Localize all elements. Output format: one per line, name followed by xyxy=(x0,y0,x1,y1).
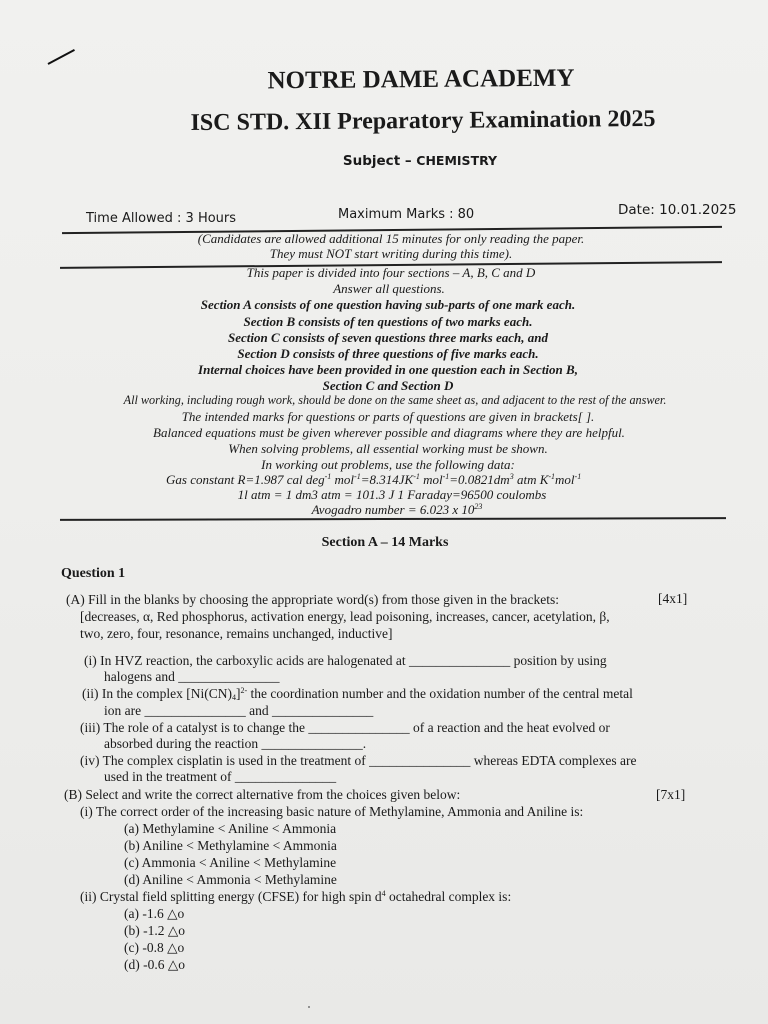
instruction-line: All working, including rough work, should be done on the same sheet as, and adjacent to the rest of the answer. xyxy=(123,393,667,407)
superscript: -1 xyxy=(413,472,420,481)
word-choices: [decreases, α, Red phosphorus, activation energy, lead poisoning, increases, cancer, acetylation, β, xyxy=(80,609,610,624)
blank-question-iii: (iii) The role of a catalyst is to change the _______________ of a reaction and the heat evolved or xyxy=(80,720,610,735)
superscript: 4 xyxy=(381,889,386,898)
gas-constant-text: =8.314JK xyxy=(360,472,414,487)
part-b-stem: (B) Select and write the correct alternative from the choices given below: xyxy=(64,787,461,802)
blank-question-iii-cont: absorbed during the reaction _______________. xyxy=(104,736,367,751)
mcq-option: (d) Aniline < Ammonia < Methylamine xyxy=(124,872,337,887)
section-divider xyxy=(60,517,726,520)
mcq-stem-text: (ii) Crystal field splitting energy (CFSE) for high spin d xyxy=(80,889,382,904)
instruction-line: Section A consists of one question having sub-parts of one mark each. xyxy=(200,297,576,312)
instruction-line: Balanced equations must be given wherever possible and diagrams where they are helpful. xyxy=(153,425,625,440)
exam-title: ISC STD. XII Preparatory Examination 2025 xyxy=(190,105,656,137)
part-a-marks: [4x1] xyxy=(658,591,688,606)
time-allowed: Time Allowed : 3 Hours xyxy=(86,211,237,226)
gas-constant-text: mol xyxy=(331,472,355,487)
part-a-stem: (A) Fill in the blanks by choosing the appropriate word(s) from those given in the brackets: xyxy=(66,592,560,607)
superscript: -1 xyxy=(548,472,556,481)
mcq-i-stem: (i) The correct order of the increasing basic nature of Methylamine, Ammonia and Aniline is: xyxy=(80,804,584,819)
subject-line xyxy=(0,153,768,169)
mcq-option: (a) -1.6 △o xyxy=(124,906,185,921)
word-choices-2: two, zero, four, resonance, remains unchanged, inductive] xyxy=(80,626,393,641)
blank-question-ii-cont: ion are _______________ and _______________ xyxy=(104,703,374,718)
instruction-line: Section D consists of three questions of five marks each. xyxy=(237,346,539,361)
gas-constant-text: mol xyxy=(555,472,575,487)
instruction-line: Section B consists of ten questions of two marks each. xyxy=(243,314,533,329)
school-name: NOTRE DAME ACADEMY xyxy=(267,64,575,95)
atm-line: 1l atm = 1 dm3 atm = 101.3 J 1 Faraday=96500 coulombs xyxy=(237,487,547,502)
gas-constant-text: Gas constant R=1.987 cal deg xyxy=(166,472,325,487)
avogadro-line xyxy=(0,502,768,518)
mcq-ii-stem xyxy=(80,889,511,905)
mcq-option: (a) Methylamine < Aniline < Ammonia xyxy=(124,821,337,836)
superscript: 23 xyxy=(474,502,483,511)
blank-question-i: (i) In HVZ reaction, the carboxylic acids are halogenated at _______________ position by using xyxy=(84,653,607,668)
mcq-option: (c) -0.8 △o xyxy=(124,940,185,955)
avogadro-text: Avogadro number = 6.023 x 10 xyxy=(311,502,475,517)
instruction-line: The intended marks for questions or parts of questions are given in brackets[ ]. xyxy=(181,409,595,424)
blank-question-iv: (iv) The complex cisplatin is used in the treatment of _______________ whereas EDTA complexes are xyxy=(80,753,637,768)
superscript: -1 xyxy=(574,472,582,481)
mcq-option: (b) Aniline < Methylamine < Ammonia xyxy=(124,838,337,853)
blank-question-text: the coordination number and the oxidation number of the central metal xyxy=(247,686,633,701)
blank-question-iv-cont: used in the treatment of _______________ xyxy=(104,769,337,784)
gas-constant-text: atm K xyxy=(513,472,549,487)
instruction-line: Internal choices have been provided in one question each in Section B, xyxy=(198,362,578,377)
superscript: -1 xyxy=(442,472,450,481)
gas-constant-line xyxy=(166,472,581,488)
instruction-line: This paper is divided into four sections – A, B, C and D xyxy=(246,265,536,280)
blank-question-ii: (ii) In the complex $[Ni(CN)_4]^{2-}$ the coordination number and the oxidation number of the central metal xyxy=(82,686,633,702)
instruction-line: In working out problems, use the following data: xyxy=(261,457,515,472)
instruction-line: Answer all questions. xyxy=(333,281,445,296)
mcq-option: (c) Ammonia < Aniline < Methylamine xyxy=(124,855,337,870)
superscript: -1 xyxy=(354,472,361,481)
pen-tick-mark xyxy=(48,49,75,65)
question-1-label: Question 1 xyxy=(61,566,126,581)
mcq-option: (b) -1.2 △o xyxy=(124,923,185,938)
mcq-option: (d) -0.6 △o xyxy=(124,957,185,972)
part-b-marks: [7x1] xyxy=(656,787,686,802)
exam-date: Date: 10.01.2025 xyxy=(618,202,737,218)
section-a-title: Section A – 14 Marks xyxy=(321,535,449,550)
superscript: 3 xyxy=(509,472,514,481)
subject-label: Subject – xyxy=(342,153,417,169)
reading-time-note: (Candidates are allowed additional 15 minutes for only reading the paper. xyxy=(197,231,585,246)
paper-speck xyxy=(308,1006,310,1008)
reading-time-note-2: They must NOT start writing during this time). xyxy=(269,246,513,261)
instruction-line: When solving problems, all essential working must be shown. xyxy=(228,441,548,456)
subscript: 4 xyxy=(231,693,236,702)
gas-constant-text: mol xyxy=(419,472,443,487)
blank-question-i-cont: halogens and _______________ xyxy=(104,669,280,684)
instruction-line: Section C and Section D xyxy=(322,378,454,393)
maximum-marks: Maximum Marks : 80 xyxy=(338,207,475,222)
instruction-line: Section C consists of seven questions three marks each, and xyxy=(228,330,548,345)
superscript: -1 xyxy=(324,472,332,481)
mcq-stem-text: octahedral complex is: xyxy=(385,889,512,904)
subject-name: CHEMISTRY xyxy=(416,153,498,168)
superscript: 2- xyxy=(240,686,248,695)
gas-constant-text: =0.0821dm xyxy=(449,472,510,487)
blank-question-text: (ii) In the complex [Ni(CN) xyxy=(82,686,232,701)
